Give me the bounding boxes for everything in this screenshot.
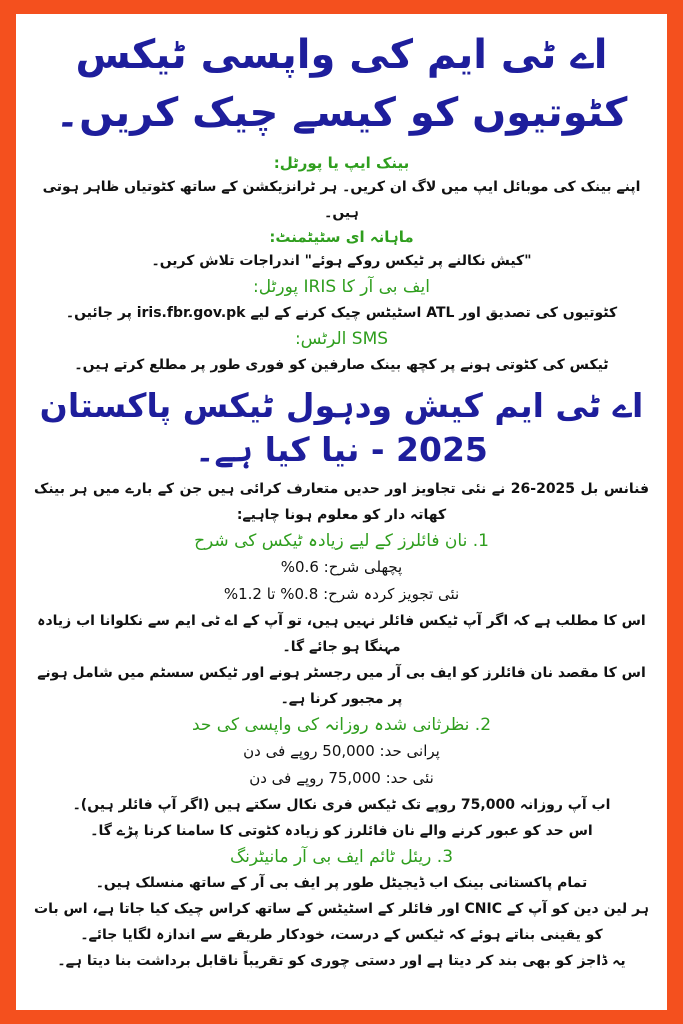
rule-heading-3: 3. ریئل ٹائم ایف بی آر مانیٹرنگ <box>229 847 454 867</box>
rule-note: ہر لین دین کو آپ کے CNIC اور فائلر کے اسٹیٹس کے ساتھ کراس چیک کیا جاتا ہے، اس بات کو یقینی بناتے ہوئے کہ ٹیکس کے درست، خودکار طریقے سے اندازہ لگایا جائے۔ <box>34 901 649 943</box>
section-heading-sms: SMS الرٹس: <box>294 329 389 349</box>
rule-item-2 <box>30 712 653 844</box>
section-heading-iris: ایف بی آر کا IRIS پورٹل: <box>253 277 430 297</box>
rule-heading-2: 2. نظرثانی شدہ روزانہ کی واپسی کی حد <box>191 715 492 735</box>
rule-line: نئی تجویز کردہ شرح: 0.8% تا 1.2% <box>223 585 460 603</box>
rule-item-3 <box>30 844 653 974</box>
rule-note: اس کا مطلب ہے کہ اگر آپ ٹیکس فائلر نہیں ہیں، تو آپ کے اے ٹی ایم سے نکلوانا اب زیادہ مہنگا ہو جائے گا۔ <box>37 613 646 655</box>
new-rules-title: اے ٹی ایم کیش ودہول ٹیکس پاکستان 2025 - نیا کیا ہے۔ <box>39 386 644 469</box>
rule-item-1 <box>30 528 653 712</box>
section-text-sms: ٹیکس کی کٹوتی ہونے پر کچھ بینک صارفین کو فوری طور پر مطلع کرتے ہیں۔ <box>74 357 609 373</box>
rule-note: تمام پاکستانی بینک اب ڈیجیٹل طور پر ایف بی آر کے ساتھ منسلک ہیں۔ <box>95 875 588 891</box>
section-text-bank-app: اپنے بینک کی موبائل ایپ میں لاگ ان کریں۔ ہر ٹرانزیکشن کے ساتھ کٹوتیاں ظاہر ہوتی ہیں۔ <box>42 179 641 221</box>
rule-line: پچھلی شرح: 0.6% <box>280 558 403 576</box>
rule-note: اس کا مقصد نان فائلرز کو ایف بی آر میں رجسٹر ہونے اور ٹیکس سسٹم میں شامل ہونے پر مجبور کرنا ہے۔ <box>37 665 646 707</box>
page-title: اے ٹی ایم کی واپسی ٹیکس کٹوتیوں کو کیسے چیک کریں۔ <box>55 32 628 136</box>
new-rules-intro: فنانس بل 2025-26 نے نئی تجاویز اور حدیں متعارف کرائی ہیں جن کے بارے میں ہر بینک کھاتہ دار کو معلوم ہونا چاہیے: <box>34 481 650 523</box>
rule-line: نئی حد: 75,000 روپے فی دن <box>249 769 434 787</box>
article-frame <box>16 14 667 1010</box>
rule-note: اب آپ روزانہ 75,000 روپے تک ٹیکس فری نکال سکتے ہیں (اگر آپ فائلر ہیں)۔ <box>72 797 611 813</box>
rule-note: اس حد کو عبور کرنے والے نان فائلرز کو زیادہ کٹوتی کا سامنا کرنا پڑے گا۔ <box>90 823 593 839</box>
section-heading-bank-app: بینک ایپ یا پورٹل: <box>273 154 410 172</box>
section-heading-e-statement: ماہانہ ای سٹیٹمنٹ: <box>269 228 414 246</box>
rule-line: پرانی حد: 50,000 روپے فی دن <box>243 742 440 760</box>
rule-note: یہ ڈاجز کو بھی بند کر دیتا ہے اور دستی چوری کو تقریباً ناقابل برداشت بنا دیتا ہے۔ <box>57 953 626 969</box>
section-text-iris: کٹوتیوں کی تصدیق اور ATL اسٹیٹس چیک کرنے کے لیے iris.fbr.gov.pk پر جائیں۔ <box>65 305 618 321</box>
section-text-e-statement: "کیش نکالنے پر ٹیکس روکے ہوئے" اندراجات تلاش کریں۔ <box>151 253 532 269</box>
rule-heading-1: 1. نان فائلرز کے لیے زیادہ ٹیکس کی شرح <box>194 531 489 551</box>
check-methods-section <box>30 152 653 378</box>
